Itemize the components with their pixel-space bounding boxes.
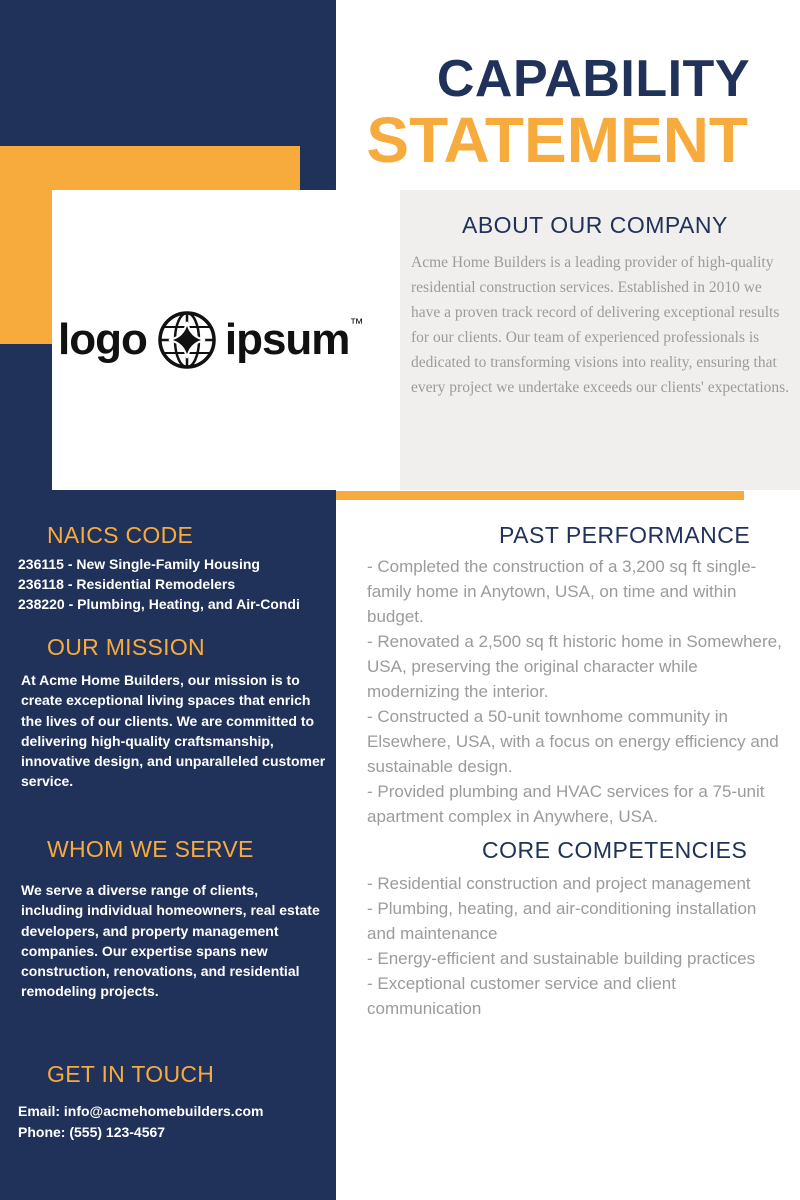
naics-list	[18, 554, 336, 614]
performance-item: - Renovated a 2,500 sq ft historic home in Somewhere, USA, preserving the original character while modernizing the interior.	[367, 632, 782, 701]
serve-heading: WHOM WE SERVE	[47, 836, 254, 862]
competency-item: - Energy-efficient and sustainable building practices	[367, 949, 756, 968]
orange-divider	[336, 491, 744, 500]
naics-item: 236115 - New Single-Family Housing	[18, 556, 260, 572]
naics-item: 238220 - Plumbing, Heating, and Air-Condi	[18, 596, 300, 612]
logo-word-1: logo	[58, 315, 147, 364]
performance-list	[367, 554, 792, 829]
contact-phone: Phone: (555) 123-4567	[18, 1123, 166, 1140]
performance-heading: PAST PERFORMANCE	[499, 522, 751, 548]
mission-heading: OUR MISSION	[47, 634, 205, 660]
logo-word-2: ipsum	[224, 315, 350, 364]
globe-star-icon	[157, 310, 217, 370]
competency-item: - Exceptional customer service and client communication	[367, 974, 676, 1018]
company-logo	[58, 305, 388, 375]
mission-text: At Acme Home Builders, our mission is to create exceptional living spaces that enrich the lives of our clients. We are committed to delivering high-quality craftsmanship, innovative design, and unparalleled customer service.	[21, 672, 326, 790]
contact-info	[18, 1101, 264, 1142]
serve-text: We serve a diverse range of clients, including individual homeowners, real estate developers, and property management companies. Our expertise spans new construction, renovations, and residential remodeling projects.	[21, 882, 320, 1000]
competency-item: - Residential construction and project management	[367, 874, 751, 893]
about-heading: ABOUT OUR COMPANY	[462, 212, 728, 238]
contact-heading: GET IN TOUCH	[47, 1061, 215, 1087]
performance-item: - Provided plumbing and HVAC services for a 75-unit apartment complex in Anywhere, USA.	[367, 782, 765, 826]
title-line-2: STATEMENT	[366, 104, 748, 176]
competencies-heading: CORE COMPETENCIES	[482, 837, 748, 863]
performance-item: - Completed the construction of a 3,200 sq ft single-family home in Anytown, USA, on time and within budget.	[367, 557, 757, 626]
naics-heading: NAICS CODE	[47, 522, 194, 548]
contact-email: Email: info@acmehomebuilders.com	[18, 1103, 264, 1119]
competencies-list	[367, 871, 787, 1021]
naics-item: 236118 - Residential Remodelers	[18, 576, 236, 592]
competency-item: - Plumbing, heating, and air-conditioning installation and maintenance	[367, 899, 757, 943]
about-text: Acme Home Builders is a leading provider of high-quality residential construction services. Established in 2010 we have a proven track record of delivering exceptional results for our clients. Our team of experienced professionals is dedicated to transforming visions into reality, ensuring that every project we undertake exceeds our clients' expectations.	[411, 254, 790, 396]
trademark-mark: ™	[349, 315, 364, 331]
performance-item: - Constructed a 50-unit townhome community in Elsewhere, USA, with a focus on energy efficiency and sustainable design.	[367, 707, 779, 776]
title-line-1: CAPABILITY	[436, 50, 750, 108]
